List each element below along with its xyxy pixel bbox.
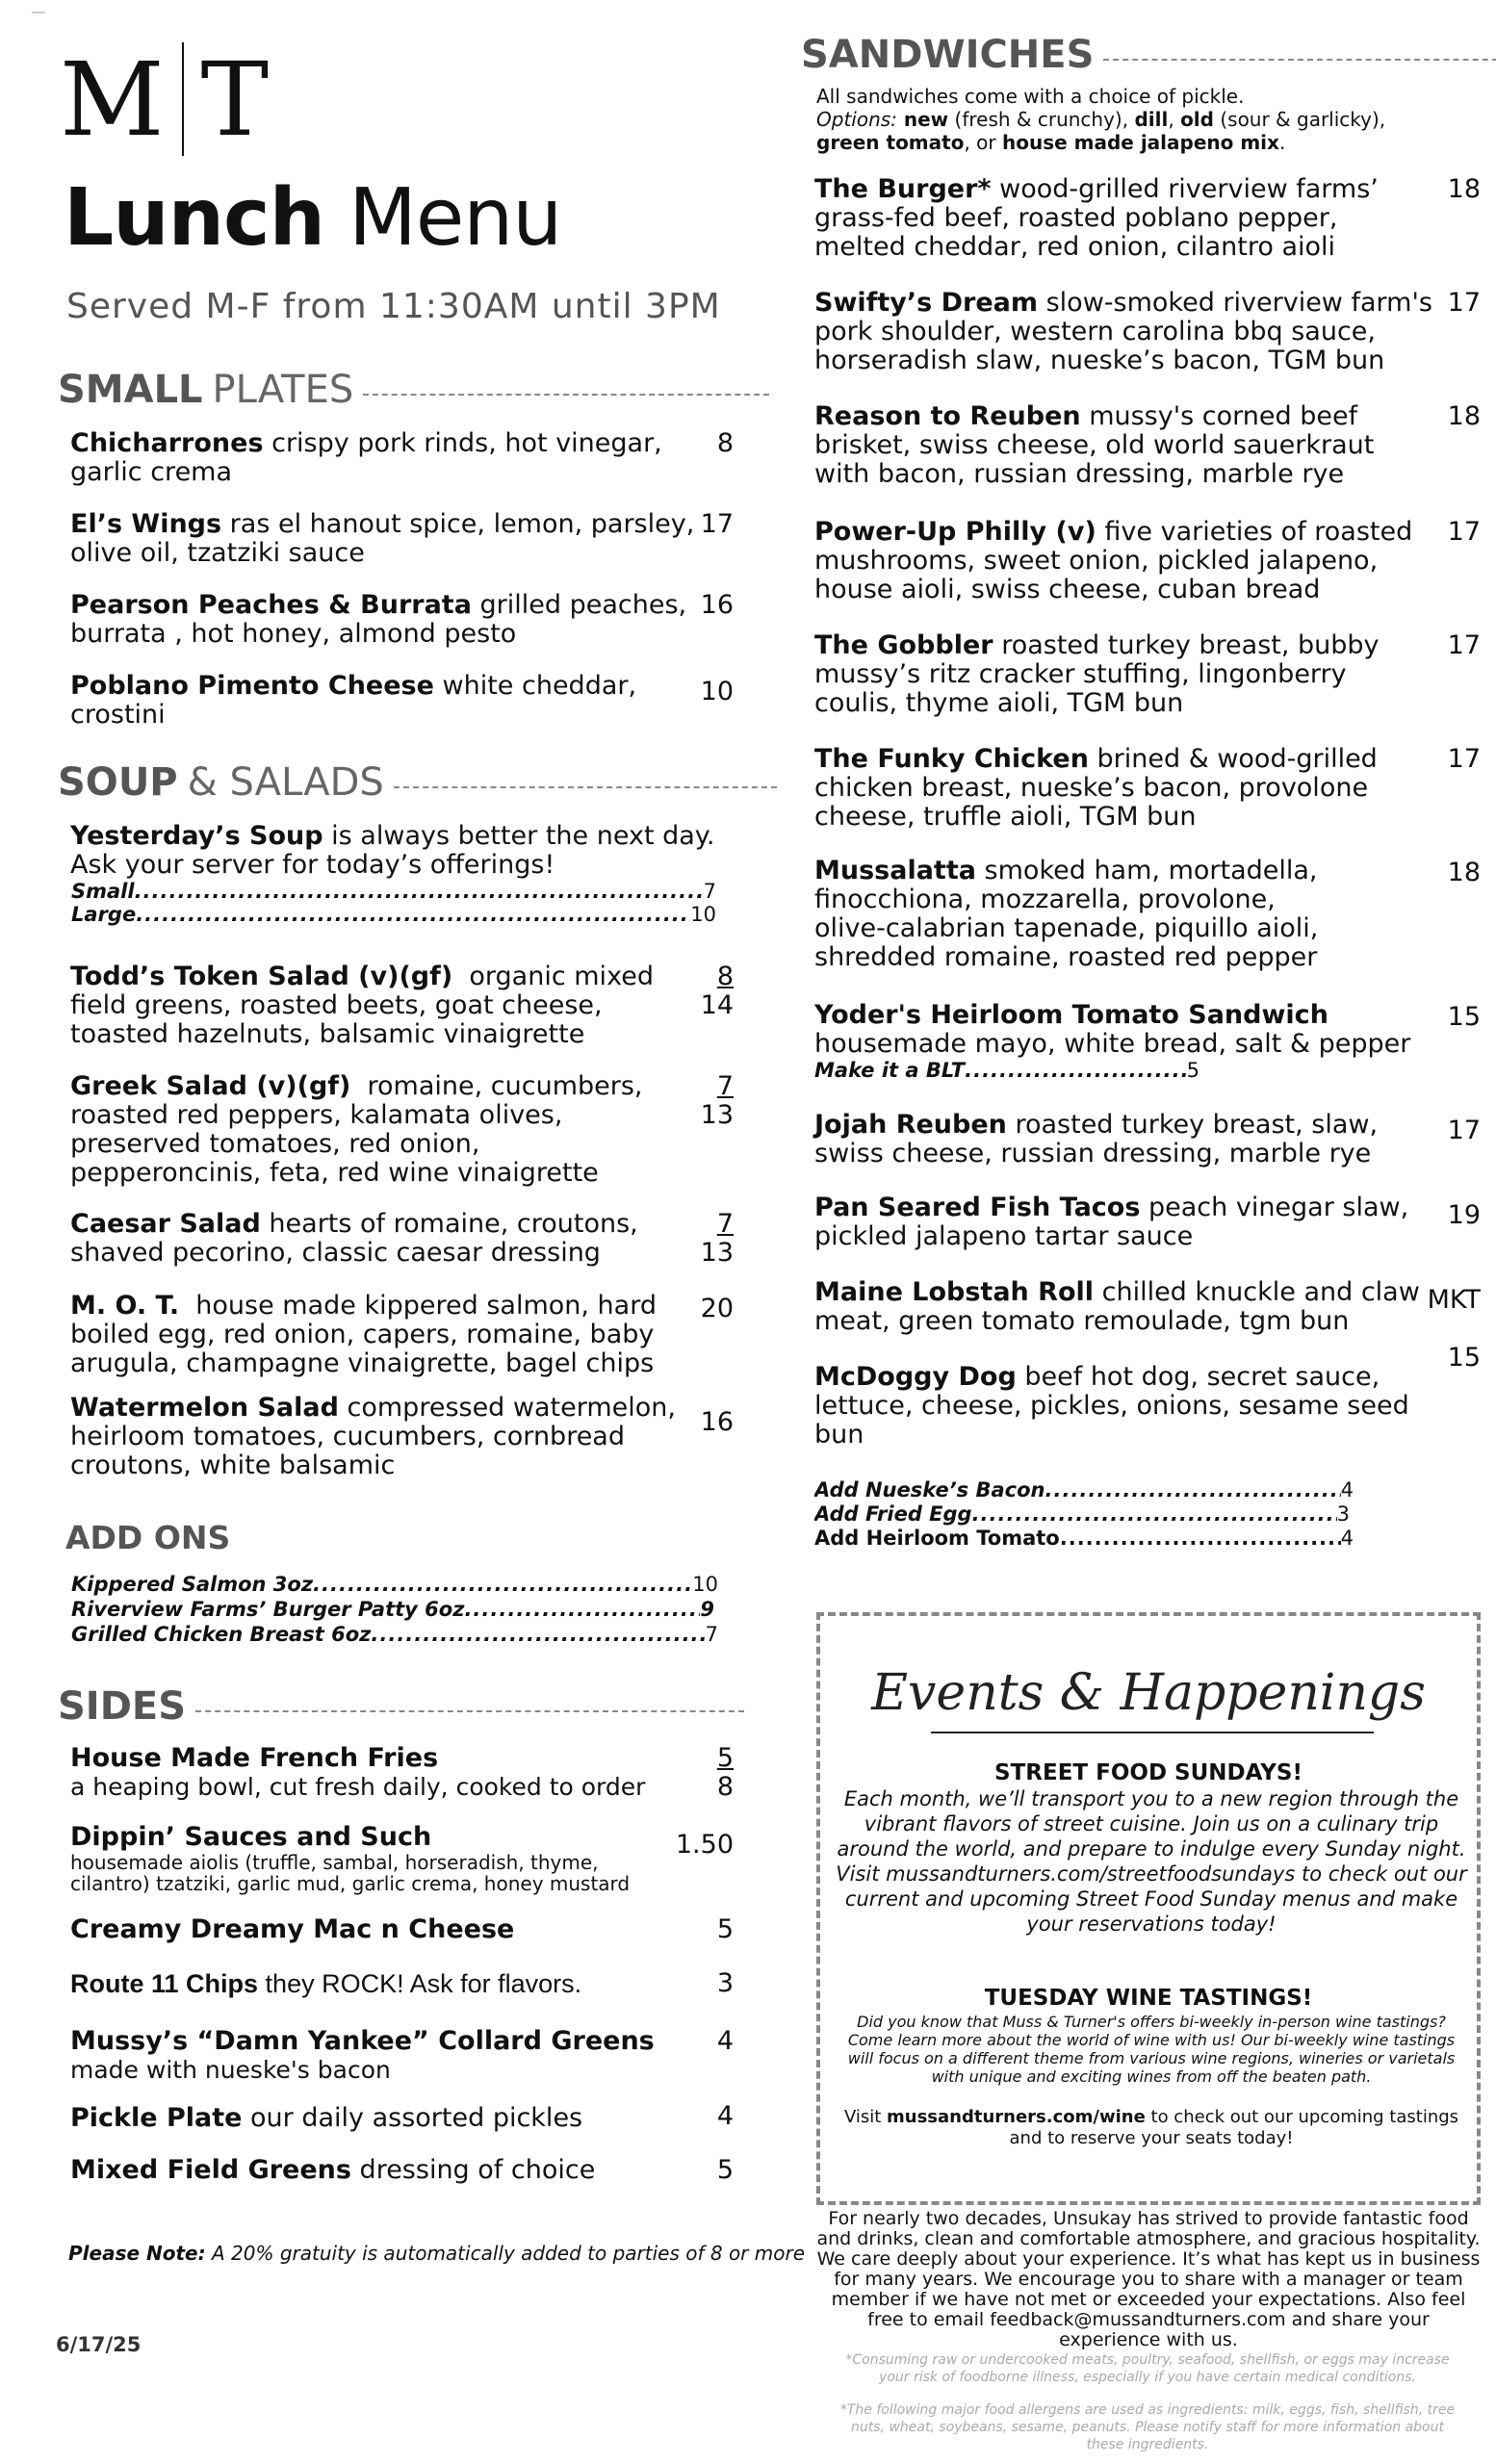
item-desc: crispy pork rinds, hot vinegar, xyxy=(263,428,662,458)
item-name: Jojah Reuben xyxy=(814,1110,1007,1140)
item-name: Pan Seared Fish Tacos xyxy=(814,1193,1141,1222)
menu-date: 6/17/25 xyxy=(56,2333,142,2356)
dot-leader xyxy=(1045,1478,1341,1502)
item-desc: roasted turkey breast, slaw, xyxy=(1006,1110,1379,1140)
sandwich-item xyxy=(814,631,1380,718)
item-desc: mussy’s ritz cracker stuffing, lingonberry xyxy=(814,659,1347,689)
item-desc: melted cheddar, red onion, cilantro aioli xyxy=(814,232,1336,262)
add-on-label: Grilled Chicken Breast 6oz xyxy=(71,1623,372,1646)
item-name: Creamy Dreamy Mac n Cheese xyxy=(70,1914,515,1944)
item-desc: five varieties of roasted xyxy=(1096,517,1413,547)
item-price xyxy=(666,1744,734,1802)
logo xyxy=(60,39,270,159)
events-box xyxy=(816,1612,1481,2205)
intro-text: , xyxy=(1168,108,1181,131)
item-name: The Burger* xyxy=(814,174,992,204)
add-on-label: Add Fried Egg xyxy=(814,1502,972,1526)
small-plates-heading-bold: SMALL xyxy=(58,368,203,412)
price-small: 7 xyxy=(716,1071,734,1101)
intro-text: (fresh & crunchy), xyxy=(948,108,1135,131)
item-price: 17 xyxy=(700,509,734,539)
street-food-text: Each month, we’ll transport you to a new region through the vibrant flavors of street cuisine. Join us on a culinary trip around the world, and prepare to indulge every Sunday night. Visit mussandturners.com/streetfoodsundays to check out our current and upcoming Street Food Sunday menus and make your reservations today! xyxy=(836,1787,1467,1936)
sandwich-item xyxy=(814,175,1379,262)
item-desc: ras el hanout spice, lemon, parsley, xyxy=(221,509,695,539)
item-name: Mixed Field Greens xyxy=(70,2155,351,2185)
item-desc: roasted turkey breast, bubby xyxy=(993,630,1380,660)
item-desc: chilled knuckle and claw xyxy=(1094,1277,1420,1307)
item-desc: our daily assorted pickles xyxy=(242,2103,583,2133)
raw-food-disclaimer: *Consuming raw or undercooked meats, poultry, seafood, shellfish, or eggs may increase your risk of foodborne illness, especially if you have certain medical conditions. xyxy=(845,2352,1450,2385)
add-on-price: 7 xyxy=(705,1623,718,1646)
add-on-price: 9 xyxy=(700,1598,714,1621)
dot-leader xyxy=(965,1059,1187,1082)
price-small: 5 xyxy=(716,1743,734,1773)
wine-link[interactable]: mussandturners.com/wine xyxy=(887,2107,1146,2127)
item-price xyxy=(666,962,734,1020)
item-price: 3 xyxy=(716,1968,734,1998)
item-name: Greek Salad (v)(gf) xyxy=(70,1071,351,1101)
price-small: 7 xyxy=(716,1209,734,1239)
size-label: Small xyxy=(71,880,135,903)
side-item xyxy=(70,1969,581,1998)
pickle-option: new xyxy=(896,108,949,131)
add-on-item xyxy=(71,1623,718,1646)
logo-left-letter: M xyxy=(60,39,165,159)
intro-text: (sour & garlicky), xyxy=(1213,108,1386,131)
note-label: Please Note: xyxy=(68,2242,206,2265)
soup-item xyxy=(70,822,715,880)
item-desc: burrata , hot honey, almond pesto xyxy=(70,619,517,649)
menu-item xyxy=(70,1210,638,1268)
item-name: Yesterday’s Soup xyxy=(70,821,323,851)
item-desc: olive-calabrian tapenade, piquillo aioli, xyxy=(814,913,1319,943)
item-price: 16 xyxy=(700,1407,734,1437)
item-name: El’s Wings xyxy=(70,509,222,539)
item-desc: house aioli, swiss cheese, cuban bread xyxy=(814,575,1321,604)
item-desc: organic mixed xyxy=(469,962,654,991)
sandwich-item xyxy=(814,1363,1409,1450)
item-desc: cheese, truffle aioli, TGM bun xyxy=(814,802,1197,832)
price-large: 13 xyxy=(700,1238,734,1268)
soup-size-large xyxy=(71,903,716,926)
sandwich-item xyxy=(814,518,1412,604)
served-hours: Served M-F from 11:30AM until 3PM xyxy=(66,287,721,326)
side-item xyxy=(70,1915,514,1944)
item-desc: chicken breast, nueske’s bacon, provolone xyxy=(814,773,1369,803)
wine-heading: TUESDAY WINE TASTINGS! xyxy=(984,1986,1313,2011)
item-price: 19 xyxy=(1447,1200,1481,1230)
wine-visit-text: to check out our upcoming tastings and to reserve your seats today! xyxy=(1009,2107,1459,2148)
item-price: 18 xyxy=(1447,401,1481,431)
pickle-option: green tomato xyxy=(816,131,965,154)
item-desc: Ask your server for today’s offerings! xyxy=(70,850,555,880)
intro-line: All sandwiches come with a choice of pickle. xyxy=(816,85,1245,108)
item-name: House Made French Fries xyxy=(70,1743,439,1773)
sandwich-item xyxy=(814,1194,1408,1251)
item-desc: swiss cheese, russian dressing, marble rye xyxy=(814,1139,1372,1168)
add-on-label: Add Nueske’s Bacon xyxy=(814,1478,1045,1502)
item-name: The Gobbler xyxy=(814,630,993,660)
upgrade-label: Make it a BLT xyxy=(814,1059,966,1082)
add-ons-heading-text: ADD ONS xyxy=(65,1519,231,1556)
item-price: 8 xyxy=(716,428,734,458)
item-price: 15 xyxy=(1447,1002,1481,1032)
add-on-price: 4 xyxy=(1340,1527,1354,1550)
item-desc: arugula, champagne vinaigrette, bagel chips xyxy=(70,1348,655,1378)
section-divider xyxy=(363,394,769,396)
item-name: Maine Lobstah Roll xyxy=(814,1277,1095,1307)
section-divider xyxy=(394,786,777,788)
item-desc: compressed watermelon, xyxy=(347,1393,676,1423)
sandwich-add-on xyxy=(814,1527,1354,1550)
item-desc: romaine, cucumbers, xyxy=(367,1071,643,1101)
sandwich-item xyxy=(814,289,1432,375)
item-desc: horseradish slaw, nueske’s bacon, TGM bun xyxy=(814,346,1385,375)
page-title-bold: Lunch xyxy=(64,172,324,264)
item-desc: meat, green tomato remoulade, tgm bun xyxy=(814,1306,1350,1336)
item-desc: croutons, white balsamic xyxy=(70,1450,396,1480)
item-name: M. O. T. xyxy=(70,1291,180,1321)
item-desc: field greens, roasted beets, goat cheese, xyxy=(70,990,603,1020)
item-price: 20 xyxy=(700,1294,734,1323)
item-desc: is always better the next day. xyxy=(322,821,715,851)
add-on-label: Riverview Farms’ Burger Patty 6oz xyxy=(71,1598,465,1621)
item-desc: shredded romaine, roasted red pepper xyxy=(814,942,1318,972)
menu-item xyxy=(70,1292,657,1378)
item-desc: coulis, thyme aioli, TGM bun xyxy=(814,688,1184,718)
item-desc: white cheddar, xyxy=(433,671,637,701)
wine-visit-text: Visit xyxy=(843,2107,888,2127)
item-name: Watermelon Salad xyxy=(70,1393,339,1423)
item-desc: housemade mayo, white bread, salt & pepper xyxy=(814,1029,1411,1059)
item-price: 4 xyxy=(716,2101,734,2131)
sandwich-intro xyxy=(816,85,1385,154)
menu-item xyxy=(70,510,694,568)
item-desc: cilantro) tzatziki, garlic mud, garlic crema, honey mustard xyxy=(70,1872,631,1895)
item-desc: slow-smoked riverview farm's xyxy=(1038,288,1432,318)
item-desc: house made kippered salmon, hard xyxy=(195,1291,657,1321)
sides-heading xyxy=(58,1684,744,1729)
item-desc: brisket, swiss cheese, old world sauerkraut xyxy=(814,430,1375,460)
street-food-heading: STREET FOOD SUNDAYS! xyxy=(994,1760,1303,1785)
item-desc: a heaping bowl, cut fresh daily, cooked to order xyxy=(70,1773,646,1801)
item-desc: shaved pecorino, classic caesar dressing xyxy=(70,1238,601,1268)
small-plates-heading-rest: PLATES xyxy=(212,368,354,412)
item-name: Route 11 Chips xyxy=(70,1969,259,1998)
pickle-option: old xyxy=(1180,108,1214,131)
side-item xyxy=(70,1744,645,1802)
item-price: 17 xyxy=(1447,744,1481,774)
item-name: Swifty’s Dream xyxy=(814,288,1039,318)
dot-leader xyxy=(136,903,690,926)
item-name: Yoder's Heirloom Tomato Sandwich xyxy=(814,1000,1328,1030)
item-desc: peach vinegar slaw, xyxy=(1140,1193,1409,1222)
item-desc: hearts of romaine, croutons, xyxy=(269,1209,638,1239)
item-desc: pork shoulder, western carolina bbq sauce, xyxy=(814,317,1377,346)
soup-salads-heading-rest: & SALADS xyxy=(187,760,384,805)
add-on-item xyxy=(71,1573,718,1596)
item-price: 17 xyxy=(1447,1116,1481,1145)
item-desc: grass-fed beef, roasted poblano pepper, xyxy=(814,203,1338,233)
size-price: 7 xyxy=(703,880,716,903)
item-price: 16 xyxy=(700,590,734,620)
item-desc: grilled peaches, xyxy=(471,590,687,620)
item-name: Pickle Plate xyxy=(70,2103,243,2133)
sandwich-item xyxy=(814,1278,1420,1336)
item-desc: toasted hazelnuts, balsamic vinaigrette xyxy=(70,1019,585,1049)
item-desc: mushrooms, sweet onion, pickled jalapeno, xyxy=(814,546,1379,576)
item-price: 17 xyxy=(1447,630,1481,660)
price-large: 8 xyxy=(716,1772,734,1802)
item-desc: wood-grilled riverview farms’ xyxy=(991,174,1379,204)
item-price: 10 xyxy=(700,677,734,706)
sandwich-item xyxy=(814,402,1374,489)
item-desc: beef hot dog, secret sauce, xyxy=(1016,1362,1380,1392)
corner-mark xyxy=(32,12,45,13)
item-name: Mussy’s “Damn Yankee” Collard Greens xyxy=(70,2026,655,2056)
add-on-label: Add Heirloom Tomato xyxy=(814,1527,1060,1550)
item-name: Reason to Reuben xyxy=(814,401,1081,431)
item-desc: boiled egg, red onion, capers, romaine, baby xyxy=(70,1320,655,1349)
feedback-note: For nearly two decades, Unsukay has strived to provide fantastic food and drinks, clean and comfortable atmosphere, and gracious hospitality. We care deeply about your experience. It’s what has kept us in business for many years. We encourage you to share with a manager or team member if we have not met or exceeded your expectations. Also feel free to email feedback@mussandturners.com and share your experience with us. xyxy=(816,2208,1481,2350)
item-desc: heirloom tomatoes, cucumbers, cornbread xyxy=(70,1422,625,1451)
item-desc: bun xyxy=(814,1420,864,1450)
price-large: 14 xyxy=(700,990,734,1020)
item-name: Mussalatta xyxy=(814,856,976,886)
item-price: 17 xyxy=(1447,288,1481,318)
add-on-price: 3 xyxy=(1336,1502,1350,1526)
item-price: 5 xyxy=(716,2155,734,2185)
price-small: 8 xyxy=(716,962,734,991)
events-title-underline xyxy=(931,1732,1374,1733)
item-desc: housemade aiolis (truffle, sambal, horseradish, thyme, xyxy=(70,1851,599,1874)
item-price: MKT xyxy=(1427,1285,1481,1315)
add-ons-heading xyxy=(65,1519,230,1556)
wine-visit xyxy=(834,2107,1469,2149)
item-desc: mussy's corned beef xyxy=(1080,401,1358,431)
sandwich-item xyxy=(814,857,1318,972)
sandwich-add-on xyxy=(814,1502,1350,1526)
section-divider xyxy=(1103,59,1496,61)
price-large: 13 xyxy=(700,1100,734,1130)
pickle-option: dill xyxy=(1134,108,1169,131)
soup-salads-heading-bold: SOUP xyxy=(58,760,178,805)
add-on-price: 4 xyxy=(1340,1478,1354,1502)
upgrade-price: 5 xyxy=(1186,1059,1199,1082)
intro-options-label: Options: xyxy=(816,108,897,131)
item-desc: lettuce, cheese, pickles, onions, sesame seed xyxy=(814,1391,1409,1421)
item-price: 1.50 xyxy=(675,1830,734,1860)
pickle-option: house made jalapeno mix xyxy=(1001,131,1279,154)
page-title-rest: Menu xyxy=(348,172,562,264)
intro-text: . xyxy=(1278,131,1286,154)
sandwich-item xyxy=(814,1001,1410,1059)
item-desc: pepperoncinis, feta, red wine vinaigrette xyxy=(70,1158,599,1188)
note-text: A 20% gratuity is automatically added to parties of 8 or more xyxy=(205,2242,806,2265)
dot-leader xyxy=(313,1573,692,1596)
dot-leader xyxy=(135,880,704,903)
menu-item xyxy=(70,1072,643,1188)
events-title: Events & Happenings xyxy=(871,1664,1426,1722)
dot-leader xyxy=(1060,1527,1341,1550)
sandwich-item xyxy=(814,1111,1378,1168)
add-on-price: 10 xyxy=(692,1573,718,1596)
section-divider xyxy=(195,1710,744,1712)
sides-heading-text: SIDES xyxy=(58,1684,187,1729)
page-title xyxy=(64,172,562,264)
add-on-item xyxy=(71,1598,714,1621)
item-desc: olive oil, tzatziki sauce xyxy=(70,538,365,568)
item-desc: they ROCK! Ask for flavors. xyxy=(258,1969,582,1998)
small-plates-heading xyxy=(58,368,769,412)
item-name: Poblano Pimento Cheese xyxy=(70,671,434,701)
item-name: Power-Up Philly (v) xyxy=(814,517,1096,547)
item-name: The Funky Chicken xyxy=(814,744,1089,774)
side-item-desc xyxy=(70,1852,630,1894)
item-price: 18 xyxy=(1447,174,1481,204)
item-price xyxy=(666,1210,734,1268)
gratuity-note xyxy=(68,2242,805,2265)
side-item xyxy=(70,2156,595,2185)
dot-leader xyxy=(371,1623,705,1646)
item-name: Dippin’ Sauces and Such xyxy=(70,1822,432,1852)
allergen-disclaimer: *The following major food allergens are used as ingredients: milk, eggs, fish, shellfish, tree nuts, wheat, soybeans, sesame, peanuts. Please notify staff for more information about these ingredients. xyxy=(839,2402,1456,2452)
sandwich-add-on xyxy=(814,1478,1354,1502)
intro-text: , or xyxy=(964,131,1002,154)
logo-right-letter: T xyxy=(200,39,270,159)
size-label: Large xyxy=(71,903,137,926)
item-desc: with bacon, russian dressing, marble rye xyxy=(814,459,1345,489)
wine-text: Did you know that Muss & Turner's offers bi-weekly in-person wine tastings? Come learn more about the world of wine with us! Our bi-weekly wine tastings will focus on a different theme from various wine regions, wineries or varietals with unique and exciting wines from off the beaten path. xyxy=(847,2013,1456,2086)
item-name: Pearson Peaches & Burrata xyxy=(70,590,472,620)
item-price: 15 xyxy=(1447,1343,1481,1373)
item-price: 4 xyxy=(716,2026,734,2056)
soup-size-small xyxy=(71,880,716,903)
logo-divider xyxy=(182,42,184,156)
item-name: Todd’s Token Salad (v)(gf) xyxy=(70,962,453,991)
item-name: McDoggy Dog xyxy=(814,1362,1017,1392)
dot-leader xyxy=(972,1502,1337,1526)
menu-item xyxy=(70,1394,676,1480)
side-item xyxy=(70,1823,431,1852)
item-desc: garlic crema xyxy=(70,457,233,487)
item-desc: finocchiona, mozzarella, provolone, xyxy=(814,885,1276,914)
item-desc: smoked ham, mortadella, xyxy=(975,856,1318,886)
blt-upgrade xyxy=(814,1059,1199,1082)
add-on-label: Kippered Salmon 3oz xyxy=(71,1573,314,1596)
item-name: Chicharrones xyxy=(70,428,264,458)
menu-item xyxy=(70,962,654,1049)
item-desc: crostini xyxy=(70,700,166,730)
dot-leader xyxy=(464,1598,700,1621)
menu-item xyxy=(70,429,662,487)
item-price xyxy=(666,1072,734,1130)
item-price: 17 xyxy=(1447,517,1481,547)
item-price: 18 xyxy=(1447,858,1481,887)
item-desc: made with nueske's bacon xyxy=(70,2056,391,2084)
size-price: 10 xyxy=(690,903,716,926)
sandwich-item xyxy=(814,745,1378,832)
item-desc: dressing of choice xyxy=(350,2155,596,2185)
menu-item xyxy=(70,672,636,730)
soup-salads-heading xyxy=(58,760,777,805)
side-item xyxy=(70,2104,582,2133)
item-price: 5 xyxy=(716,1914,734,1944)
item-desc: preserved tomatoes, red onion, xyxy=(70,1129,480,1159)
sandwiches-heading-text: SANDWICHES xyxy=(801,33,1095,77)
item-desc: roasted red peppers, kalamata olives, xyxy=(70,1100,563,1130)
item-desc: pickled jalapeno tartar sauce xyxy=(814,1221,1194,1251)
item-name: Caesar Salad xyxy=(70,1209,261,1239)
sandwiches-heading xyxy=(801,33,1496,77)
side-item xyxy=(70,2027,655,2085)
item-desc: brined & wood-grilled xyxy=(1088,744,1378,774)
menu-item xyxy=(70,591,686,649)
